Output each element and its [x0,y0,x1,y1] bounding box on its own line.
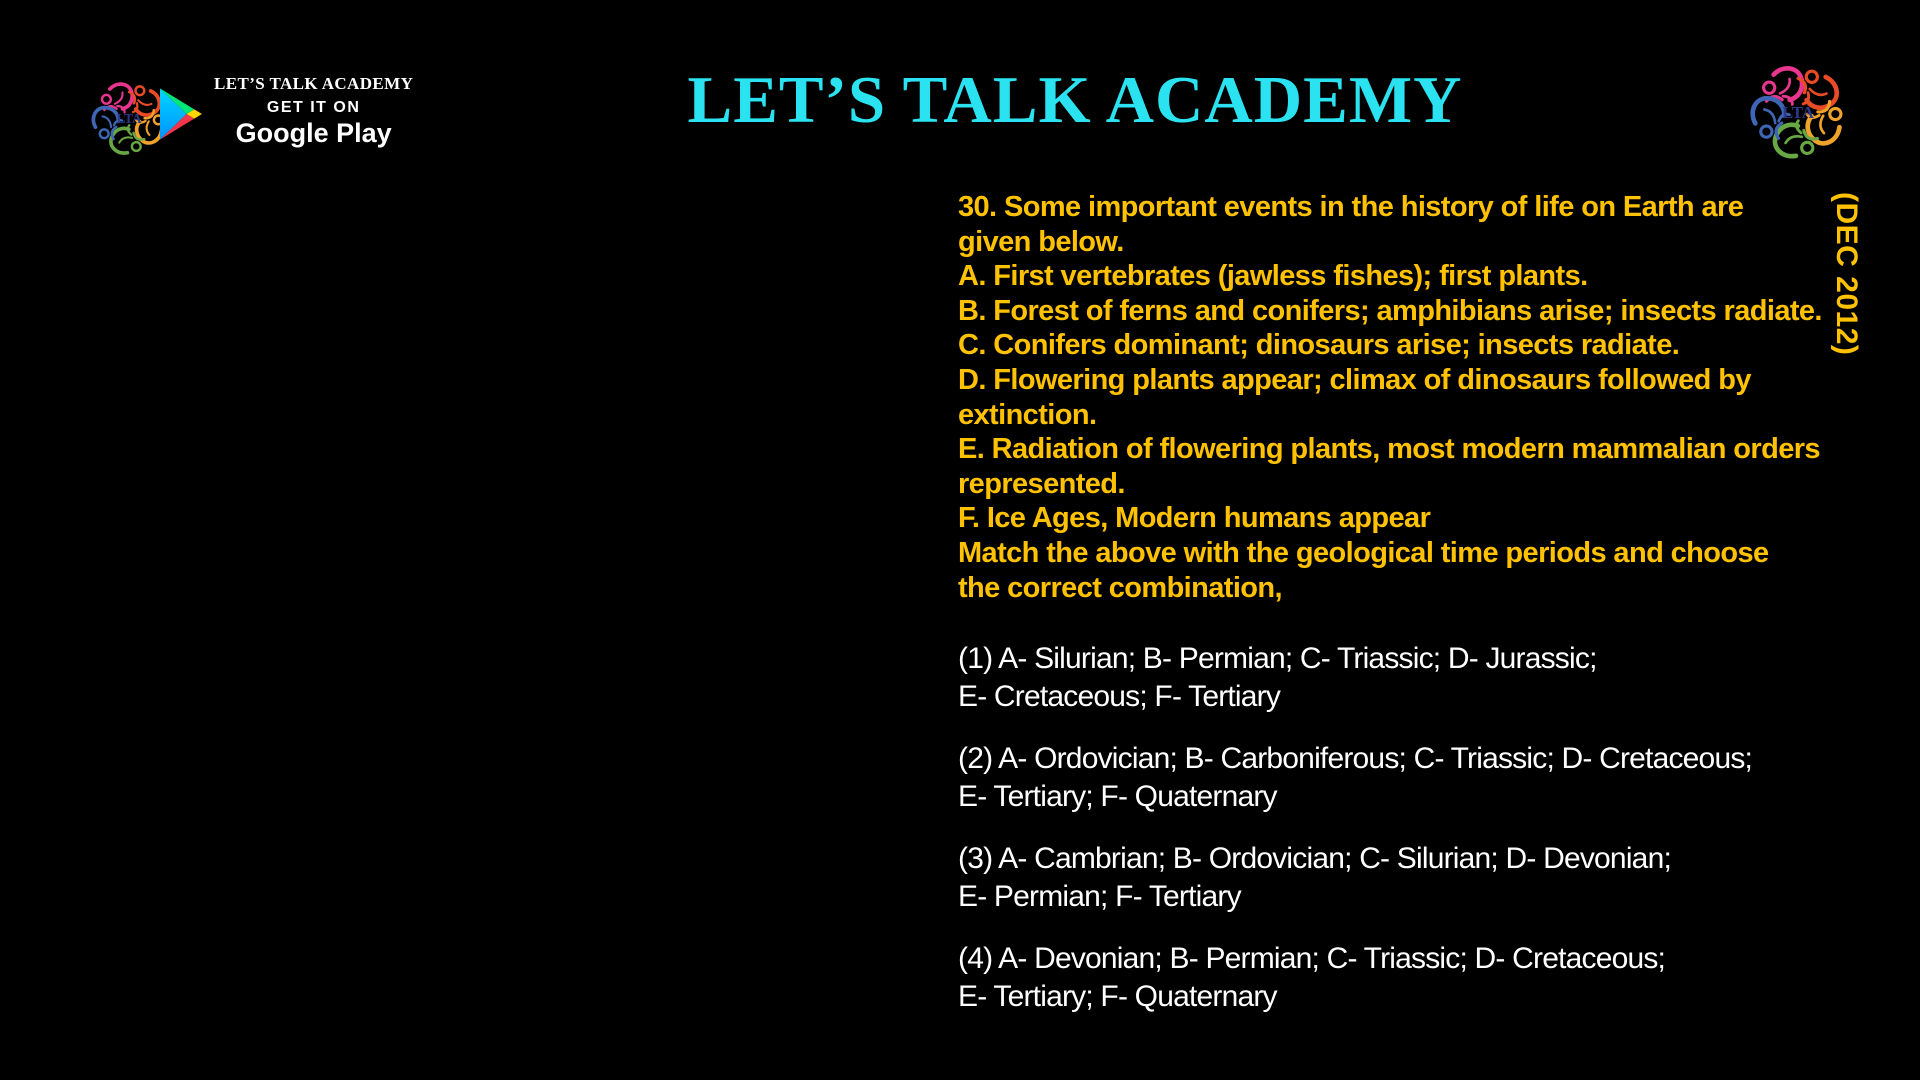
question-line: represented. [958,467,1125,500]
option-line: E- Permian; F- Tertiary [958,880,1241,913]
question-line: Match the above with the geological time periods and choose [958,536,1769,569]
question-line: the correct combination, [958,571,1282,604]
lta-monogram: LTA [116,111,142,127]
answer-option-3 [958,840,1752,916]
question-line: A. First vertebrates (jawless fishes); first plants. [958,260,1588,293]
question-line: given below. [958,225,1124,258]
option-line: E- Tertiary; F- Quaternary [958,980,1277,1013]
lta-logo-right [1733,44,1863,174]
option-line: E- Cretaceous; F- Tertiary [958,680,1281,713]
answer-option-2 [958,740,1752,816]
exam-session-tag: (DEC 2012) [1830,192,1863,356]
google-play-icon [160,83,204,145]
question-line: B. Forest of ferns and conifers; amphibians arise; insects radiate. [958,294,1822,327]
option-line: (4) A- Devonian; B- Permian; C- Triassic; D- Cretaceous; [958,942,1666,975]
lta-monogram: LTA [1782,103,1814,123]
option-line: (1) A- Silurian; B- Permian; C- Triassic; D- Jurassic; [958,642,1597,675]
badge-academy-label: LET’S TALK ACADEMY [214,74,414,93]
option-line: (2) A- Ordovician; B- Carboniferous; C- Triassic; D- Cretaceous; [958,742,1753,775]
google-play-badge[interactable] [160,74,413,149]
question-line: C. Conifers dominant; dinosaurs arise; insects radiate. [958,329,1680,362]
question-line: 30. Some important events in the history of life on Earth are [958,191,1744,223]
answer-option-4 [958,940,1752,1016]
question-line: E. Radiation of flowering plants, most modern mammalian orders [958,433,1820,466]
badge-store-name: Google Play [235,118,392,148]
question-line: extinction. [958,398,1097,431]
answer-options [958,640,1752,1040]
question-text [958,190,1822,605]
question-line: F. Ice Ages, Modern humans appear [958,502,1431,535]
page-title: LET’S TALK ACADEMY [687,63,1463,137]
question-line: D. Flowering plants appear; climax of dinosaurs followed by [958,363,1751,396]
answer-option-1 [958,640,1752,716]
option-line: (3) A- Cambrian; B- Ordovician; C- Silurian; D- Devonian; [958,842,1671,875]
option-line: E- Tertiary; F- Quaternary [958,780,1277,813]
badge-get-it-on-label: GET IT ON [266,99,361,116]
